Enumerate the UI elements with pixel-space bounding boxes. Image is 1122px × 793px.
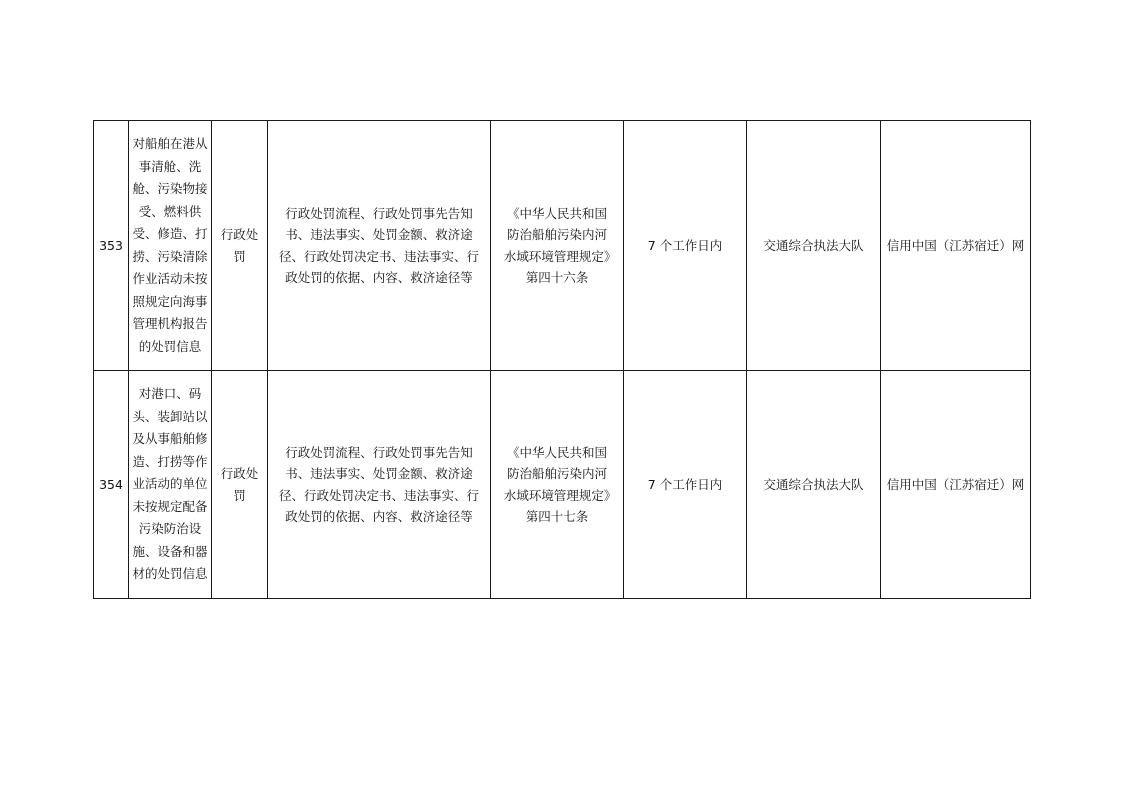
channel-cell: 信用中国（江苏宿迁）网 [881, 371, 1031, 599]
legal-basis-cell: 《中华人民共和国防治船舶污染内河水域环境管理规定》第四十六条 [491, 121, 624, 371]
department-cell: 交通综合执法大队 [747, 121, 881, 371]
department-cell: 交通综合执法大队 [747, 371, 881, 599]
table-row [94, 121, 1031, 371]
category-cell: 行政处罚 [212, 121, 268, 371]
disclosure-item-cell: 对港口、码头、装卸站以及从事船舶修造、打捞等作业活动的单位未按规定配备污染防治设施、设备和器材的处罚信息 [129, 371, 212, 599]
time-limit-cell: 7 个工作日内 [624, 371, 747, 599]
row-number-cell: 353 [94, 121, 129, 371]
row-number-cell: 354 [94, 371, 129, 599]
table-row [94, 371, 1031, 599]
time-limit-cell: 7 个工作日内 [624, 121, 747, 371]
disclosure-table [93, 120, 1031, 599]
disclosure-content-cell: 行政处罚流程、行政处罚事先告知书、违法事实、处罚金额、救济途径、行政处罚决定书、违法事实、行政处罚的依据、内容、救济途径等 [268, 121, 491, 371]
category-cell: 行政处罚 [212, 371, 268, 599]
disclosure-item-cell: 对船舶在港从事清舱、洗舱、污染物接受、燃料供受、修造、打捞、污染清除作业活动未按照规定向海事管理机构报告的处罚信息 [129, 121, 212, 371]
disclosure-content-cell: 行政处罚流程、行政处罚事先告知书、违法事实、处罚金额、救济途径、行政处罚决定书、违法事实、行政处罚的依据、内容、救济途径等 [268, 371, 491, 599]
channel-cell: 信用中国（江苏宿迁）网 [881, 121, 1031, 371]
legal-basis-cell: 《中华人民共和国防治船舶污染内河水域环境管理规定》第四十七条 [491, 371, 624, 599]
